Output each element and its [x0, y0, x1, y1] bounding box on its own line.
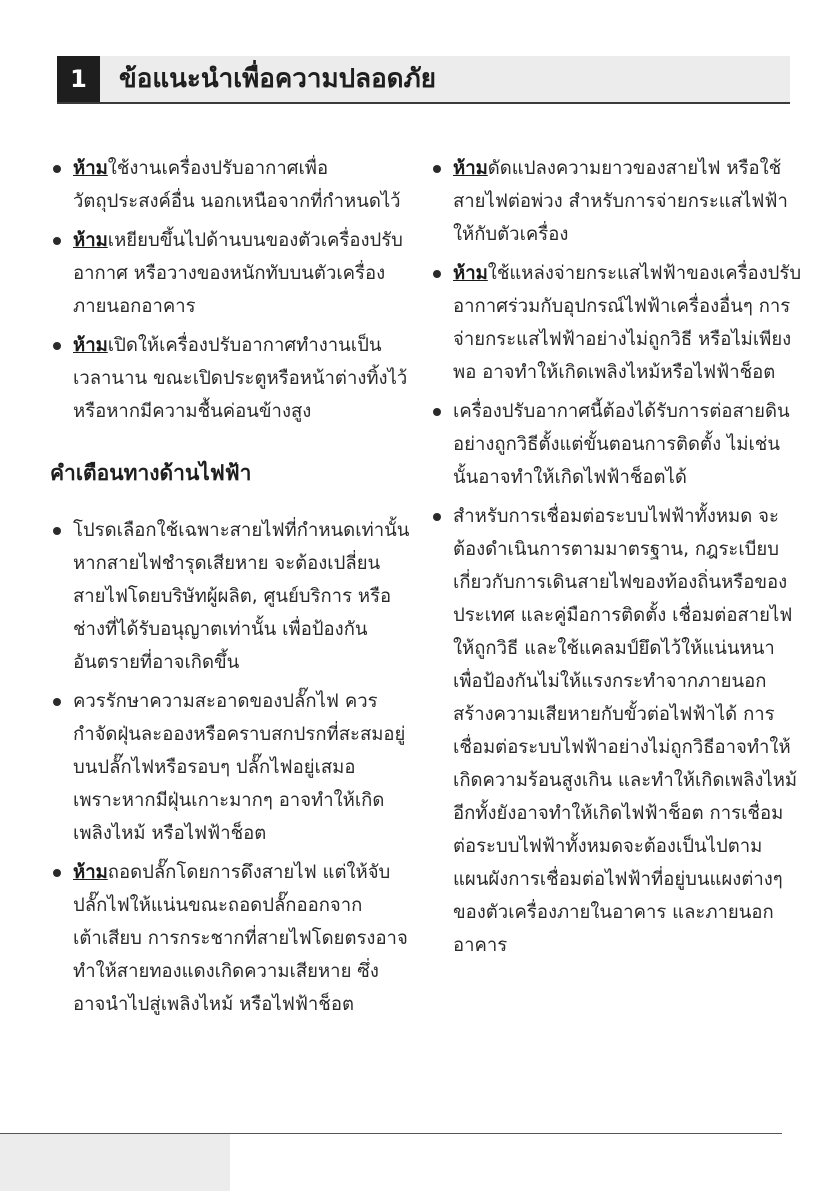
- bullet-icon: [53, 342, 61, 350]
- bullet-icon: [433, 270, 441, 278]
- chapter-number: 1: [57, 56, 100, 102]
- warning-keyword: ห้าม: [453, 158, 488, 179]
- bullet-icon: [433, 513, 441, 521]
- list-item: [430, 257, 805, 389]
- right-column: [430, 152, 805, 968]
- item-text: สำหรับการเชื่อมต่อระบบไฟฟ้าทั้งหมด จะต้องดำเนินการตามมาตรฐาน, กฎระเบียบเกี่ยวกับการเดินสายไฟของท้องถิ่นหรือของประเทศ และคู่มือการติดตั้ง เชื่อมต่อสายไฟให้ถูกวิธี และใช้แคลมป์ยึดไว้ให้แน่นหนา เพื่อป้องกันไม่ให้แรงกระทำจากภายนอกสร้างความเสียหายกับขั้วต่อไฟฟ้าได้ การเชื่อมต่อระบบไฟฟ้าอย่างไม่ถูกวิธีอาจทำให้เกิดความร้อนสูงเกิน และทำให้เกิดเพลิงไหม้ อีกทั้งยังอาจทำให้เกิดไฟฟ้าช็อต การเชื่อมต่อระบบไฟฟ้าทั้งหมดจะต้องเป็นไปตามแผนผังการเชื่อมต่อไฟฟ้าที่อยู่บนแผงต่างๆ ของตัวเครื่องภายในอาคาร และภายนอกอาคาร: [453, 506, 798, 956]
- bullet-icon: [53, 698, 61, 706]
- chapter-title: ข้อแนะนำเพื่อความปลอดภัย: [119, 64, 436, 94]
- warning-keyword: ห้าม: [73, 158, 108, 179]
- list-item: [50, 329, 410, 428]
- list-item: [430, 395, 805, 494]
- bullet-icon: [53, 869, 61, 877]
- item-text: ใช้แหล่งจ่ายกระแสไฟฟ้าของเครื่องปรับอากาศร่วมกับอุปกรณ์ไฟฟ้าเครื่องอื่นๆ การจ่ายกระแสไฟฟ้าอย่างไม่ถูกวิธี หรือไม่เพียงพอ อาจทำให้เกิดเพลิงไหม้หรือไฟฟ้าช็อต: [453, 263, 802, 383]
- item-text: ควรรักษาความสะอาดของปลั๊กไฟ ควรกำจัดฝุ่นละอองหรือคราบสกปรกที่สะสมอยู่บนปลั๊กไฟหรือรอบๆ ปลั๊กไฟอยู่เสมอ เพราะหากมีฝุ่นเกาะมากๆ อาจทำให้เกิดเพลิงไหม้ หรือไฟฟ้าช็อต: [73, 691, 406, 844]
- left-column: [50, 152, 410, 1027]
- bullet-icon: [433, 165, 441, 173]
- section-heading: คำเตือนทางด้านไฟฟ้า: [50, 461, 252, 485]
- chapter-header: [57, 56, 790, 104]
- list-item: [50, 514, 410, 679]
- electrical-warning-list-continued: [430, 152, 805, 962]
- warning-keyword: ห้าม: [73, 862, 108, 883]
- bullet-icon: [53, 237, 61, 245]
- list-item: [50, 685, 410, 850]
- list-item: [430, 152, 805, 251]
- item-text: โปรดเลือกใช้เฉพาะสายไฟที่กำหนดเท่านั้น หากสายไฟชำรุดเสียหาย จะต้องเปลี่ยนสายไฟโดยบริษัทผู้ผลิต, ศูนย์บริการ หรือช่างที่ได้รับอนุญาตเท่านั้น เพื่อป้องกันอันตรายที่อาจเกิดขึ้น: [73, 520, 410, 673]
- list-item: [50, 152, 410, 218]
- warning-keyword: ห้าม: [453, 263, 488, 284]
- warning-keyword: ห้าม: [73, 230, 108, 251]
- list-item: [50, 224, 410, 323]
- list-item: [50, 856, 410, 1021]
- bullet-icon: [53, 527, 61, 535]
- list-item: [430, 500, 805, 962]
- electrical-warning-list: [50, 514, 410, 1021]
- item-text: เปิดให้เครื่องปรับอากาศทำงานเป็นเวลานาน ขณะเปิดประตูหรือหน้าต่างทิ้งไว้ หรือหากมีความชื้นค่อนข้างสูง: [73, 335, 408, 422]
- safety-list: [50, 152, 410, 428]
- bullet-icon: [53, 165, 61, 173]
- item-text: เครื่องปรับอากาศนี้ต้องได้รับการต่อสายดินอย่างถูกวิธีตั้งแต่ขั้นตอนการติดตั้ง ไม่เช่นนั้นอาจทำให้เกิดไฟฟ้าช็อตได้: [453, 401, 790, 488]
- item-text: เหยียบขึ้นไปด้านบนของตัวเครื่องปรับอากาศ หรือวางของหนักทับบนตัวเครื่องภายนอกอาคาร: [73, 230, 403, 317]
- warning-keyword: ห้าม: [73, 335, 108, 356]
- footer-block: [0, 1134, 230, 1191]
- item-text: ใช้งานเครื่องปรับอากาศเพื่อวัตถุประสงค์อื่น นอกเหนือจากที่กำหนดไว้: [73, 158, 401, 212]
- item-text: ถอดปลั๊กโดยการดึงสายไฟ แต่ให้จับปลั๊กไฟให้แน่นขณะถอดปลั๊กออกจากเต้าเสียบ การกระชากที่สายไฟโดยตรงอาจทำให้สายทองแดงเกิดความเสียหาย ซึ่งอาจนำไปสู่เพลิงไหม้ หรือไฟฟ้าช็อต: [73, 862, 408, 1015]
- item-text: ดัดแปลงความยาวของสายไฟ หรือใช้สายไฟต่อพ่วง สำหรับการจ่ายกระแสไฟฟ้าให้กับตัวเครื่อง: [453, 158, 788, 245]
- bullet-icon: [433, 408, 441, 416]
